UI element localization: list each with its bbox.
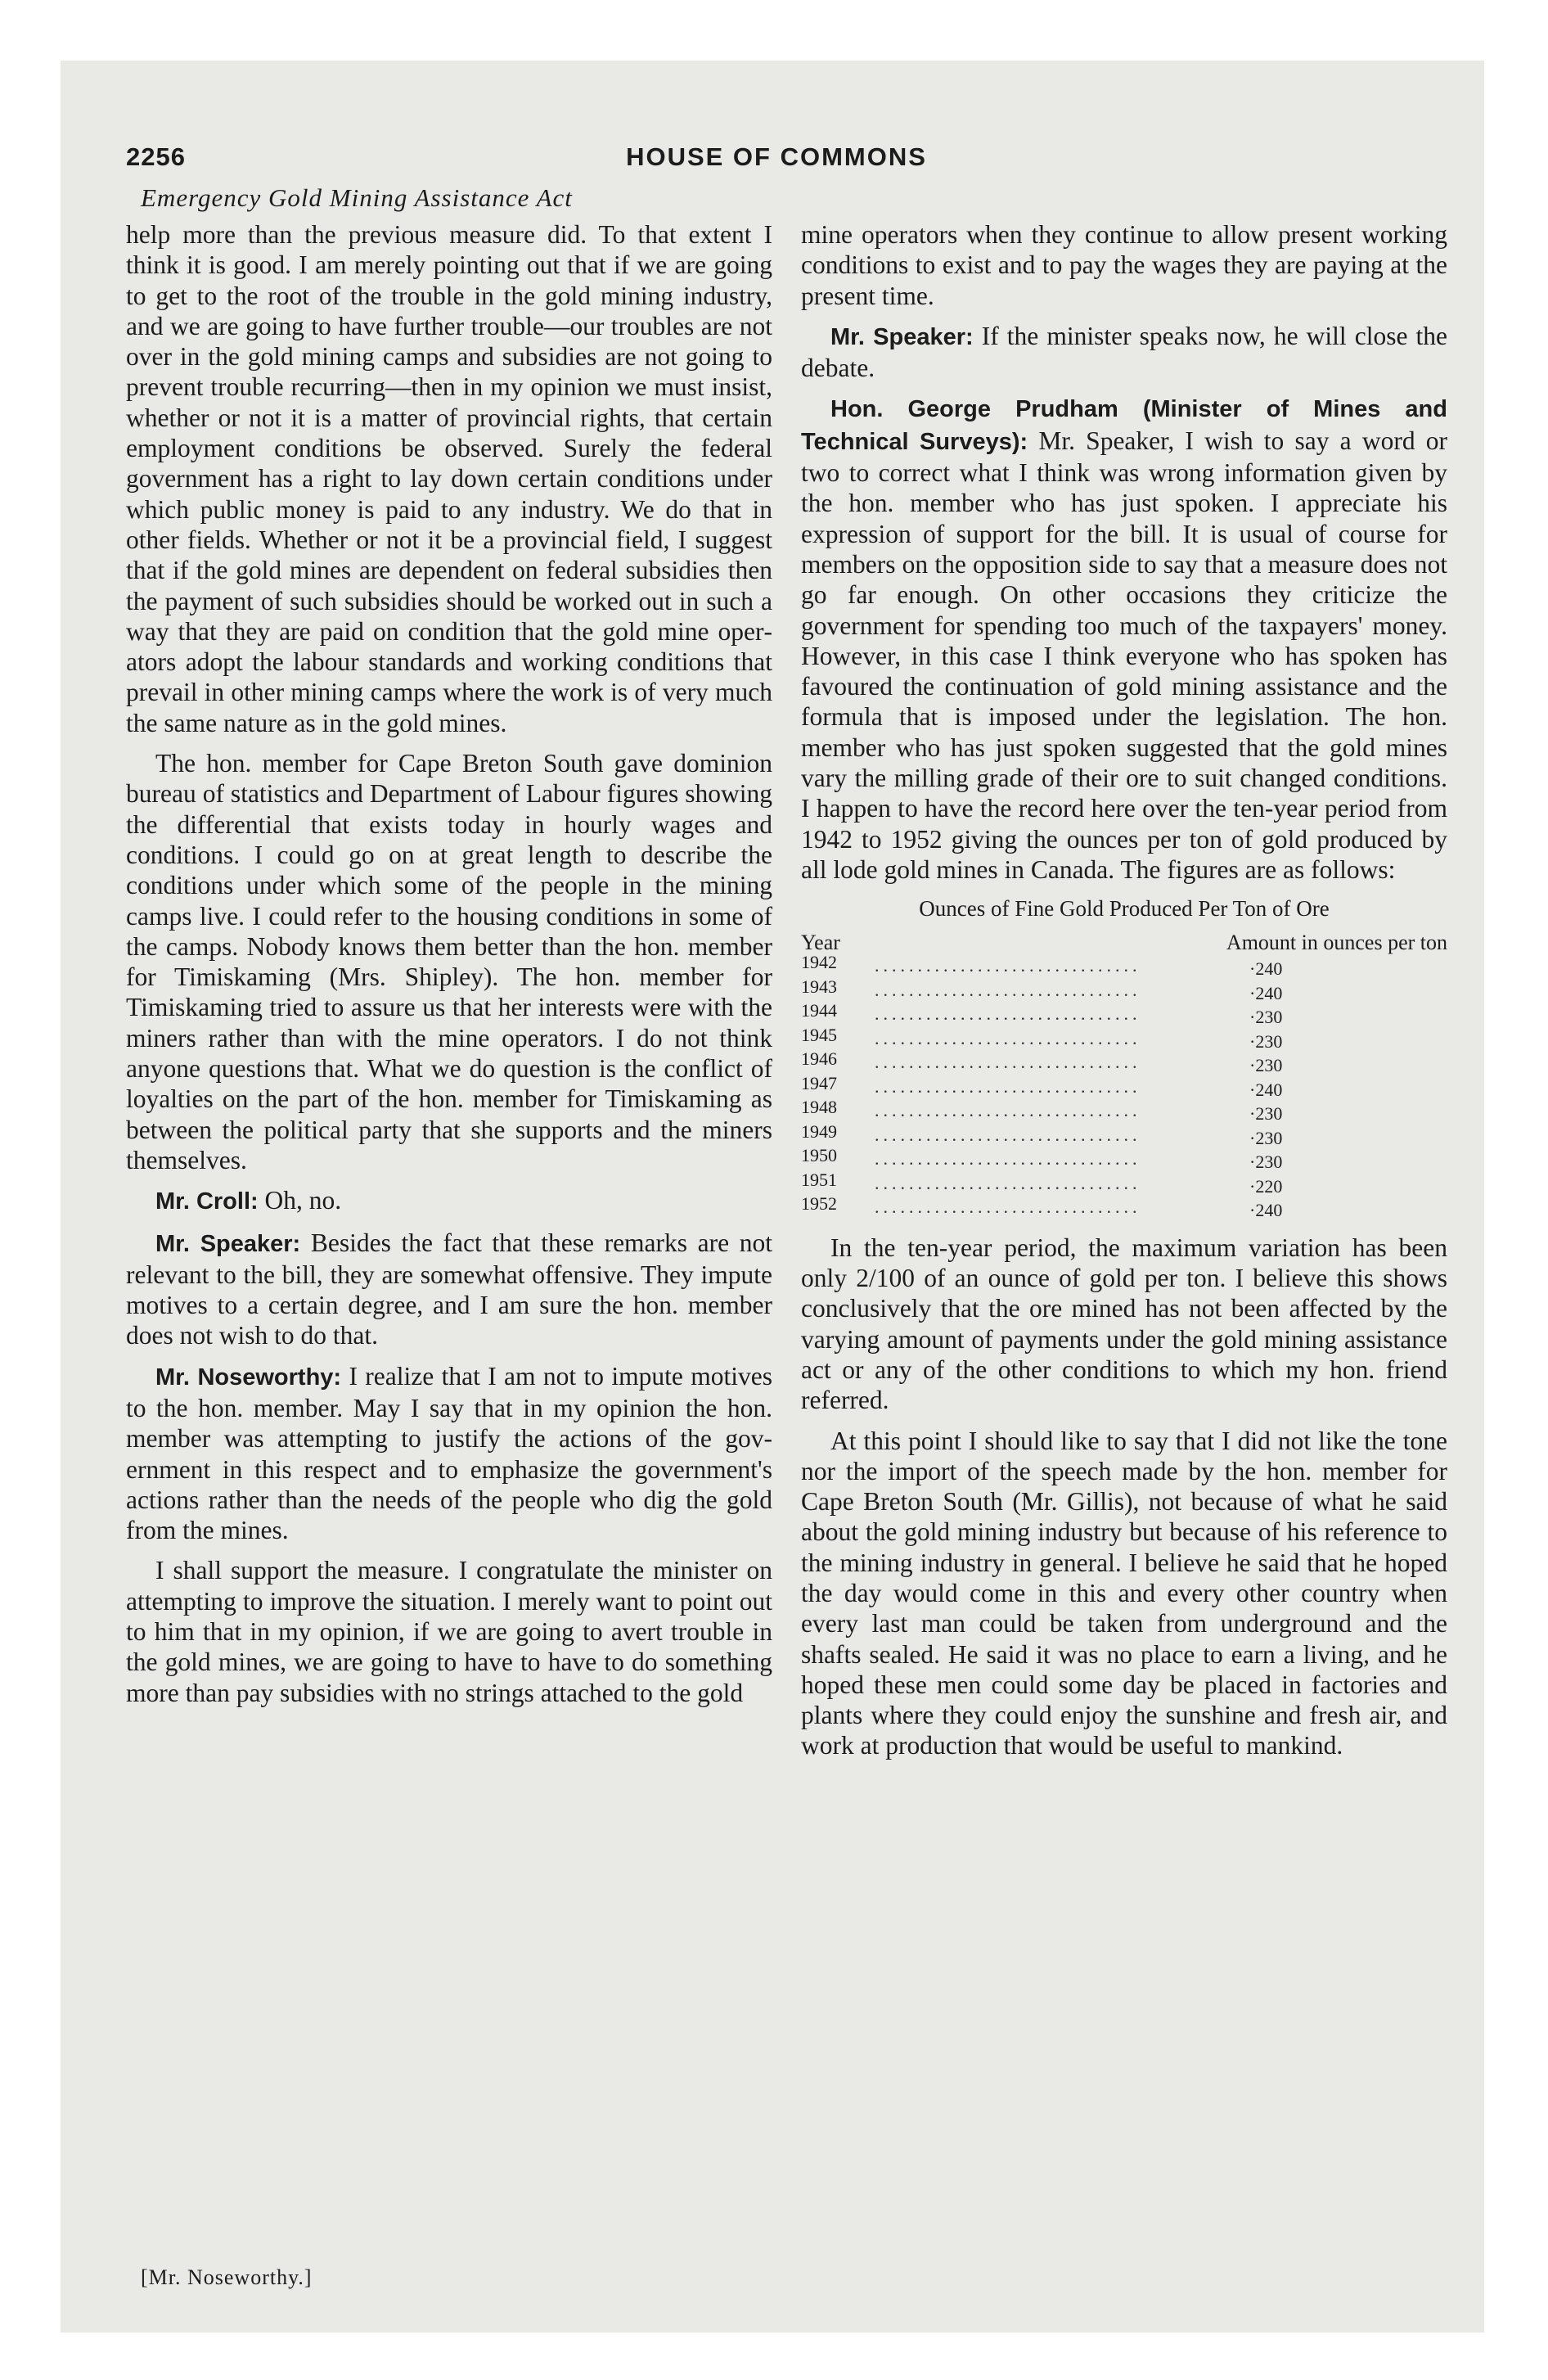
speaker-name: Mr. Speaker: <box>155 1230 301 1257</box>
speaker-name: Hon. George Prudham (Minister of Mines and Technical Surveys): <box>801 396 1447 455</box>
table-cell-amount: ·230 <box>1249 1055 1283 1076</box>
table-row <box>801 1171 1447 1196</box>
dot-leader: ............................... <box>875 1003 1141 1025</box>
table-cell-year: 1943 <box>801 976 837 997</box>
table-body <box>801 953 1447 1219</box>
dot-leader: ............................... <box>875 979 1141 1000</box>
paragraph-text: mine operators when they continue to allow present working conditions to exist and to pay the wages they are paying at the present time. <box>801 220 1447 310</box>
table-cell-year: 1951 <box>801 1169 837 1190</box>
body-paragraph <box>126 219 772 738</box>
body-paragraph <box>801 1426 1447 1761</box>
dot-leader: ............................... <box>875 1100 1141 1121</box>
right-column-top <box>801 219 1447 885</box>
table-header <box>801 927 1447 953</box>
running-title: Emergency Gold Mining Assistance Act <box>141 183 573 212</box>
dot-leader: ............................... <box>875 1172 1141 1193</box>
table-cell-amount: ·220 <box>1249 1175 1283 1197</box>
table-row <box>801 978 1447 1003</box>
speaker-name: Mr. Noseworthy: <box>155 1364 342 1391</box>
paragraph-text: I shall support the measure. I congratulate the minister on attempting to improve the situation. I merely want to point out to him that in my opinion, if we are going to avert trouble in the gold mines, we are going to have to have to do something more than pay subsidies with no strings attached to the gold <box>126 1556 772 1707</box>
table-cell-year: 1952 <box>801 1193 837 1215</box>
table-cell-amount: ·240 <box>1249 1200 1283 1221</box>
body-paragraph <box>801 1233 1447 1416</box>
footer-speaker-note: [Mr. Noseworthy.] <box>141 2265 313 2289</box>
dot-leader: ............................... <box>875 1148 1141 1170</box>
paragraph-text: Mr. Speaker, I wish to say a word or two to correct what I think was wrong information given by the hon. member who has just spoken. I appreciate his expression of support for the bill. It is usual of course for members on the opposition side to say that a measure does not go far enough. On other occasions they criticize the government for spending too much of the taxpayers' money. However, in this case I think everyone who has spoken has favoured the continuation of gold mining assistance and the formula that is imposed under the legislation. The hon. member who has just spoken suggested that the gold mines vary the milling grade of their ore to suit changed conditions. I happen to have the record here over the ten-year period from 1942 to 1952 giving the ounces per ton of gold produced by all lode gold mines in Canada. The figures are as follows: <box>801 426 1447 884</box>
page-number: 2256 <box>126 142 186 171</box>
table-row <box>801 953 1447 978</box>
table-cell-amount: ·230 <box>1249 1152 1283 1173</box>
speaker-name: Mr. Croll: <box>155 1188 259 1215</box>
table-row <box>801 1147 1447 1171</box>
table-header-year: Year <box>801 931 840 955</box>
dot-leader: ............................... <box>875 1197 1141 1218</box>
table-row <box>801 1072 1447 1100</box>
table-row <box>801 1002 1447 1026</box>
speech-paragraph <box>126 1361 772 1546</box>
table-cell-amount: ·230 <box>1249 1007 1283 1028</box>
table-cell-year: 1944 <box>801 1000 837 1021</box>
dot-leader: ............................... <box>875 1027 1141 1048</box>
paragraph-text: help more than the previous measure did. To that extent I think it is good. I am merely pointing out that if we are going to get to the root of the trouble in the gold mining industry, and we are going to have further trouble—our troubles are not over in the gold mining camps and subsidies are not going to prevent trouble recurring—then in my opinion we must insist, whether or not it is a matter of provincial rights, that certain employment conditions be observed. Surely the federal government has a right to lay down certain conditions under which public money is paid to any industry. We do that in other fields. Whether or not it be a provincial field, I suggest that if the gold mines are dependent on federal subsidies then the payment of such subsidies should be worked out in such a way that they are paid on condition that the gold mine operators adopt the labour standards and working conditions that prevail in other mining camps where the work is of very much the same nature as in the gold mines. <box>126 220 772 737</box>
paragraph-text: I realize that I am not to impute motives to the hon. member. May I say that in my opinion the hon. member was attempting to justify the actions of the government in this respect and to emphasize the government's actions rather than the needs of the people who dig the gold from the mines. <box>126 1361 772 1545</box>
journal-title: HOUSE OF COMMONS <box>626 142 927 171</box>
speech-paragraph <box>801 321 1447 384</box>
table-row <box>801 1120 1447 1148</box>
dot-leader: ............................... <box>875 1075 1141 1097</box>
table-cell-year: 1949 <box>801 1120 837 1142</box>
speech-paragraph <box>126 1185 772 1217</box>
speech-paragraph <box>126 1228 772 1351</box>
paragraph-text: Oh, no. <box>264 1186 342 1215</box>
dot-leader: ............................... <box>875 955 1141 976</box>
body-paragraph <box>801 219 1447 311</box>
speech-paragraph <box>801 393 1447 885</box>
dot-leader: ............................... <box>875 1124 1141 1145</box>
paragraph-text: The hon. member for Cape Breton South gave dominion bureau of statistics and Department of Labour figures showing the differential that exists today in hourly wages and conditions. I could go on at great length to describe the conditions under which some of the people in the mining camps live. I could refer to the housing conditions in some of the camps. Nobody knows them better than the hon. member for Timiskaming (Mrs. Shipley). The hon. member for Timiskaming tried to assure us that her interests were with the miners rather than with the mine operators. I do not think anyone questions that. What we do question is the conflict of loyalties on the part of the hon. member for Timiskaming as between the political party that she supports and the miners themselves. <box>126 749 772 1174</box>
speaker-name: Mr. Speaker: <box>830 323 974 350</box>
table-row <box>801 1050 1447 1075</box>
table-cell-amount: ·240 <box>1249 1079 1283 1100</box>
table-cell-year: 1948 <box>801 1097 837 1118</box>
body-paragraph <box>126 748 772 1175</box>
right-column <box>801 219 1447 1771</box>
paragraph-text: If the minister speaks now, he will close the debate. <box>801 321 1447 383</box>
table-row <box>801 1195 1447 1219</box>
dot-leader: ............................... <box>875 1052 1141 1073</box>
right-column-bottom <box>801 1233 1447 1761</box>
table-cell-year: 1945 <box>801 1024 837 1045</box>
table-cell-amount: ·240 <box>1249 982 1283 1003</box>
table-row <box>801 1026 1447 1051</box>
table-cell-amount: ·240 <box>1249 958 1283 980</box>
table-header-amount: Amount in ounces per ton <box>1226 931 1447 955</box>
left-column <box>126 219 772 1718</box>
gold-table <box>801 895 1447 1219</box>
paragraph-text: In the ten-year period, the maximum variation has been only 2/100 of an ounce of gold per ton. I believe this shows conclusively that the ore mined has not been affected by the varying amount of payments under the gold mining assistance act or any of the other conditions to which my hon. friend referred. <box>801 1233 1447 1415</box>
table-cell-amount: ·230 <box>1249 1103 1283 1125</box>
table-cell-year: 1942 <box>801 952 837 973</box>
table-cell-amount: ·230 <box>1249 1030 1283 1052</box>
table-cell-year: 1947 <box>801 1072 837 1093</box>
body-paragraph <box>126 1555 772 1707</box>
table-cell-year: 1946 <box>801 1048 837 1070</box>
table-cell-year: 1950 <box>801 1145 837 1166</box>
table-row <box>801 1098 1447 1123</box>
paragraph-text: Besides the fact that these remarks are not relevant to the bill, they are somewhat offensive. They impute motives to a certain degree, and I am sure the hon. member does not wish to do that. <box>126 1228 772 1350</box>
paragraph-text: At this point I should like to say that I did not like the tone nor the import of the speech made by the hon. member for Cape Breton South (Mr. Gillis), not because of what he said about the gold mining industry but because of his reference to the mining industry in general. I believe he said that he hoped the day would come in this and every other country when every last man could be taken from underground and the shafts sealed. He said it was no place to earn a living, and he hoped these men could some day be placed in factories and plants where they could enjoy the sunshine and fresh air, and work at production that would be useful to mankind. <box>801 1426 1447 1760</box>
page-header <box>126 142 1427 182</box>
table-cell-amount: ·230 <box>1249 1127 1283 1148</box>
document-page <box>61 61 1484 2333</box>
table-title: Ounces of Fine Gold Produced Per Ton of Ore <box>919 896 1330 922</box>
